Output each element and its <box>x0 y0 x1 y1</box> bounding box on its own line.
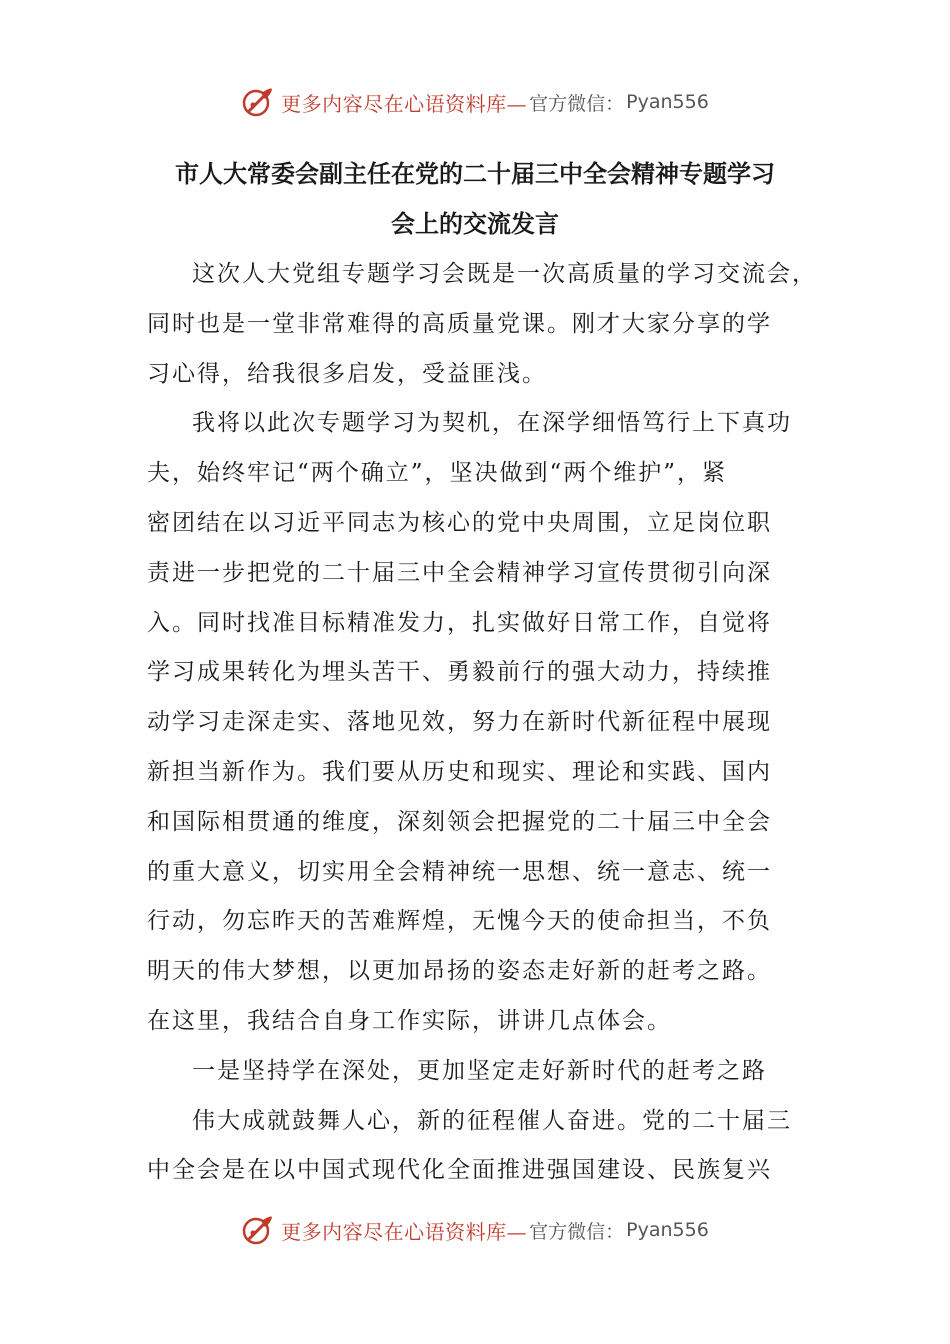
watermark-wechat-label: 官方微信： <box>529 92 625 115</box>
body-line: 责进一步把党的二十届三中全会精神学习宣传贯彻引向深 <box>147 559 772 586</box>
body-line: 夫，始终牢记“两个确立”，坚决做到“两个维护”，紧 <box>147 460 728 487</box>
body-line: 入。同时找准目标精准发力，扎实做好日常工作，自觉将 <box>147 609 772 636</box>
watermark-text: 更多内容尽在心语资料库— <box>281 1219 528 1244</box>
watermark-wechat-id: Pyan556 <box>626 1219 709 1241</box>
body-line: 动学习走深走实、落地见效，努力在新时代新征程中展现 <box>147 709 772 736</box>
watermark-text: 更多内容尽在心语资料库— <box>281 91 528 116</box>
section-heading: 一是坚持学在深处，更加坚定走好新时代的赶考之路 <box>192 1057 767 1084</box>
watermark-footer <box>0 1210 950 1250</box>
document-body <box>147 250 817 1196</box>
body-line: 新担当新作为。我们要从历史和现实、理论和实践、国内 <box>147 758 772 785</box>
body-line: 的重大意义，切实用全会精神统一思想、统一意志、统一 <box>147 858 772 885</box>
watermark-wechat-label: 官方微信： <box>529 1220 625 1243</box>
document-title-line-2: 会上的交流发言 <box>391 210 559 238</box>
body-line: 中全会是在以中国式现代化全面推进强国建设、民族复兴 <box>147 1157 772 1184</box>
body-line: 这次人大党组专题学习会既是一次高质量的学习交流会， <box>192 261 817 287</box>
body-line: 伟大成就鼓舞人心，新的征程催人奋进。党的二十届三 <box>192 1107 792 1134</box>
body-line: 在这里，我结合自身工作实际，讲讲几点体会。 <box>147 1007 672 1034</box>
watermark-header <box>0 82 950 122</box>
body-line: 同时也是一堂非常难得的高质量党课。刚才大家分享的学 <box>147 310 772 337</box>
quill-logo-icon <box>241 1213 275 1247</box>
body-line: 习心得，给我很多启发，受益匪浅。 <box>147 360 547 387</box>
quill-logo-icon <box>241 85 275 119</box>
body-line: 我将以此次专题学习为契机，在深学细悟笃行上下真功 <box>192 410 792 437</box>
body-line: 明天的伟大梦想，以更加昂扬的姿态走好新的赶考之路。 <box>147 958 772 985</box>
watermark-wechat-id: Pyan556 <box>626 91 709 113</box>
document-title-line-1: 市人大常委会副主任在党的二十届三中全会精神专题学习 <box>175 160 775 188</box>
body-line: 和国际相贯通的维度，深刻领会把握党的二十届三中全会 <box>147 808 772 835</box>
body-line: 学习成果转化为埋头苦干、勇毅前行的强大动力，持续推 <box>147 659 772 686</box>
body-line: 行动，勿忘昨天的苦难辉煌，无愧今天的使命担当，不负 <box>147 908 772 935</box>
body-line: 密团结在以习近平同志为核心的党中央周围，立足岗位职 <box>147 509 772 536</box>
